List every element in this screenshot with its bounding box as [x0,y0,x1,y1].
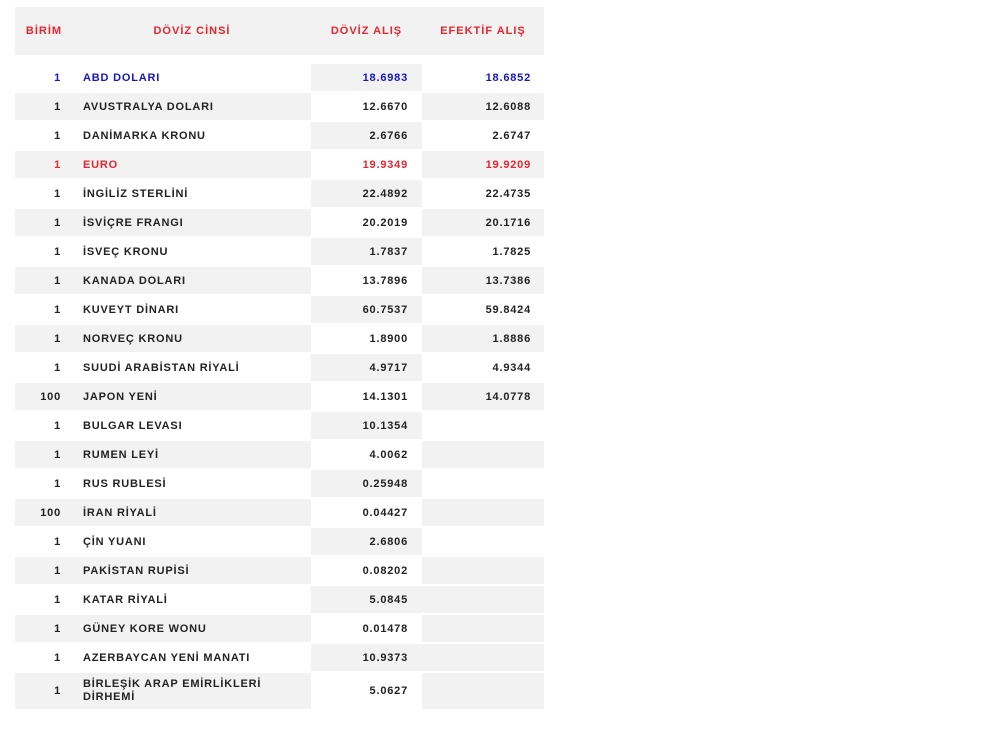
buying-rate-cell: 20.2019 [311,209,422,236]
currency-name-cell: PAKİSTAN RUPİSİ [83,564,190,577]
effective-rate-cell: 22.4735 [485,187,531,200]
currency-name-cell: KATAR RİYALİ [83,593,168,606]
buying-rate-cell: 0.01478 [311,615,422,642]
table-row [15,586,544,613]
unit-cell: 1 [54,361,61,374]
unit-cell: 1 [54,419,61,432]
header-unit: BİRİM [25,25,63,37]
buying-rate-cell: 5.0845 [311,586,422,613]
header-currency-name: DÖVİZ CİNSİ [153,25,231,37]
unit-cell: 1 [54,477,61,490]
effective-rate-cell [422,615,544,642]
currency-name-cell: KUVEYT DİNARI [83,303,179,316]
currency-name-cell: DANİMARKA KRONU [83,129,206,142]
buying-rate-cell: 1.8900 [311,325,422,352]
currency-name-cell: RUS RUBLESİ [83,477,167,490]
table-row [15,644,544,671]
table-row [15,528,544,555]
header-buying-rate: DÖVİZ ALIŞ [330,25,403,37]
buying-rate-cell: 0.04427 [311,499,422,526]
table-row [15,93,544,120]
effective-rate-cell [422,528,544,555]
effective-rate-cell: 1.8886 [492,332,531,345]
currency-name-cell: ÇİN YUANI [83,535,147,548]
currency-name-cell: SUUDİ ARABİSTAN RİYALİ [83,361,240,374]
buying-rate-cell: 12.6670 [311,93,422,120]
table-row [15,412,544,439]
unit-cell: 1 [54,535,61,548]
unit-cell: 1 [54,100,61,113]
table-row [15,238,544,265]
effective-rate-cell: 19.9209 [485,158,531,171]
currency-name-cell: İNGİLİZ STERLİNİ [83,187,189,200]
effective-rate-cell: 12.6088 [485,100,531,113]
currency-name-cell: GÜNEY KORE WONU [83,622,207,635]
table-row [15,325,544,352]
buying-rate-cell: 0.08202 [311,557,422,584]
unit-cell: 1 [54,274,61,287]
table-row [15,151,544,178]
effective-rate-cell: 59.8424 [485,303,531,316]
effective-rate-cell: 14.0778 [485,390,531,403]
table-row [15,209,544,236]
effective-rate-cell [422,673,544,709]
effective-rate-cell [422,499,544,526]
effective-rate-cell [422,644,544,671]
effective-rate-cell: 1.7825 [492,245,531,258]
currency-name-cell: İSVİÇRE FRANGI [83,216,184,229]
unit-cell: 1 [54,158,61,171]
unit-cell: 1 [54,129,61,142]
unit-cell: 100 [40,390,61,403]
table-body [15,64,544,709]
buying-rate-cell: 0.25948 [311,470,422,497]
buying-rate-cell: 19.9349 [311,151,422,178]
buying-rate-cell: 2.6806 [311,528,422,555]
buying-rate-cell: 60.7537 [311,296,422,323]
buying-rate-cell: 4.9717 [311,354,422,381]
currency-name-cell: İSVEÇ KRONU [83,245,169,258]
buying-rate-cell: 2.6766 [311,122,422,149]
unit-cell: 1 [54,564,61,577]
table-row [15,499,544,526]
table-row [15,296,544,323]
table-row [15,615,544,642]
table-row [15,267,544,294]
header-effective-buying-rate: EFEKTİF ALIŞ [440,25,526,37]
buying-rate-cell: 22.4892 [311,180,422,207]
table-header [15,7,544,55]
table-row [15,673,544,709]
table-row [15,470,544,497]
buying-rate-cell: 18.6983 [311,64,422,91]
unit-cell: 1 [54,593,61,606]
buying-rate-cell: 4.0062 [311,441,422,468]
table-row [15,64,544,91]
unit-cell: 1 [54,448,61,461]
buying-rate-cell: 5.0627 [311,673,422,709]
currency-name-cell: NORVEÇ KRONU [83,332,183,345]
effective-rate-cell [422,586,544,613]
unit-cell: 1 [54,622,61,635]
effective-rate-cell: 13.7386 [485,274,531,287]
unit-cell: 100 [40,506,61,519]
currency-name-cell: JAPON YENİ [83,390,158,403]
unit-cell: 1 [54,303,61,316]
unit-cell: 1 [54,216,61,229]
table-row [15,557,544,584]
buying-rate-cell: 10.9373 [311,644,422,671]
table-row [15,354,544,381]
table-row [15,122,544,149]
currency-name-cell: ABD DOLARI [83,71,161,84]
effective-rate-cell: 18.6852 [485,71,531,84]
table-row [15,383,544,410]
currency-name-cell: İRAN RİYALİ [83,506,157,519]
unit-cell: 1 [54,71,61,84]
unit-cell: 1 [54,245,61,258]
currency-name-cell: RUMEN LEYİ [83,448,159,461]
effective-rate-cell: 20.1716 [485,216,531,229]
currency-name-cell: BİRLEŞİK ARAP EMİRLİKLERİ DİRHEMİ [83,678,262,703]
table-row [15,441,544,468]
effective-rate-cell [422,441,544,468]
buying-rate-cell: 13.7896 [311,267,422,294]
currency-name-cell: EURO [83,158,118,171]
unit-cell: 1 [54,187,61,200]
effective-rate-cell [422,412,544,439]
unit-cell: 1 [54,332,61,345]
currency-name-cell: AZERBAYCAN YENİ MANATI [83,651,251,664]
unit-cell: 1 [54,651,61,664]
effective-rate-cell [422,557,544,584]
exchange-rate-table [15,7,544,709]
buying-rate-cell: 14.1301 [311,383,422,410]
table-row [15,180,544,207]
currency-name-cell: BULGAR LEVASI [83,419,183,432]
currency-name-cell: AVUSTRALYA DOLARI [83,100,214,113]
buying-rate-cell: 1.7837 [311,238,422,265]
unit-cell: 1 [54,685,61,697]
effective-rate-cell [422,470,544,497]
effective-rate-cell: 4.9344 [492,361,531,374]
effective-rate-cell: 2.6747 [492,129,531,142]
buying-rate-cell: 10.1354 [311,412,422,439]
currency-name-cell: KANADA DOLARI [83,274,186,287]
